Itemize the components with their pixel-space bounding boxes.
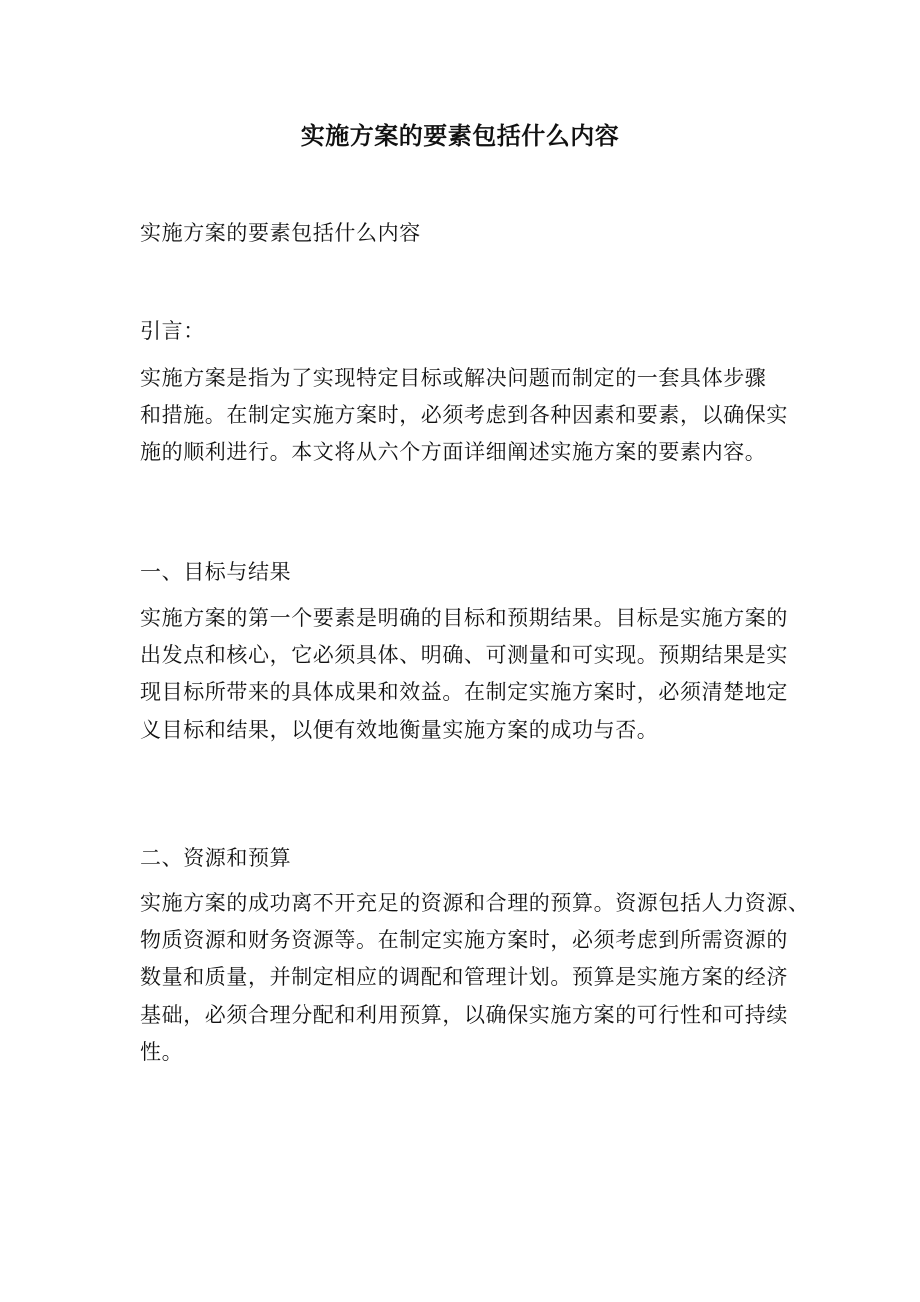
paragraph-line: 实施方案的第一个要素是明确的目标和预期结果。目标是实施方案的 [140, 606, 788, 630]
section-paragraph-goals [140, 600, 800, 749]
paragraph-line: 物质资源和财务资源等。在制定实施方案时，必须考虑到所需资源的 [140, 928, 788, 953]
intro-heading: 引言： [140, 319, 205, 343]
section-heading-goals: 一、目标与结果 [140, 560, 292, 584]
document-subtitle: 实施方案的要素包括什么内容 [140, 221, 421, 245]
section-paragraph-resources [140, 885, 810, 1071]
paragraph-line: 基础，必须合理分配和利用预算，以确保实施方案的可行性和可持续 [140, 1002, 788, 1027]
paragraph-line: 数量和质量，并制定相应的调配和管理计划。预算是实施方案的经济 [140, 965, 788, 990]
paragraph-line: 施的顺利进行。本文将从六个方面详细阐述实施方案的要素内容。 [140, 440, 767, 465]
intro-paragraph [140, 360, 800, 472]
paragraph-line: 义目标和结果，以便有效地衡量实施方案的成功与否。 [140, 717, 659, 742]
paragraph-line: 性。 [140, 1039, 184, 1064]
paragraph-line: 出发点和核心，它必须具体、明确、可测量和可实现。预期结果是实 [140, 643, 788, 668]
paragraph-line: 现目标所带来的具体成果和效益。在制定实施方案时，必须清楚地定 [140, 680, 788, 705]
paragraph-line: 和措施。在制定实施方案时，必须考虑到各种因素和要素，以确保实 [140, 403, 788, 428]
section-heading-resources: 二、资源和预算 [140, 846, 292, 870]
document-title: 实施方案的要素包括什么内容 [300, 121, 620, 150]
paragraph-line: 实施方案的成功离不开充足的资源和合理的预算。资源包括人力资源、 [140, 891, 810, 915]
paragraph-line: 实施方案是指为了实现特定目标或解决问题而制定的一套具体步骤 [140, 366, 767, 390]
